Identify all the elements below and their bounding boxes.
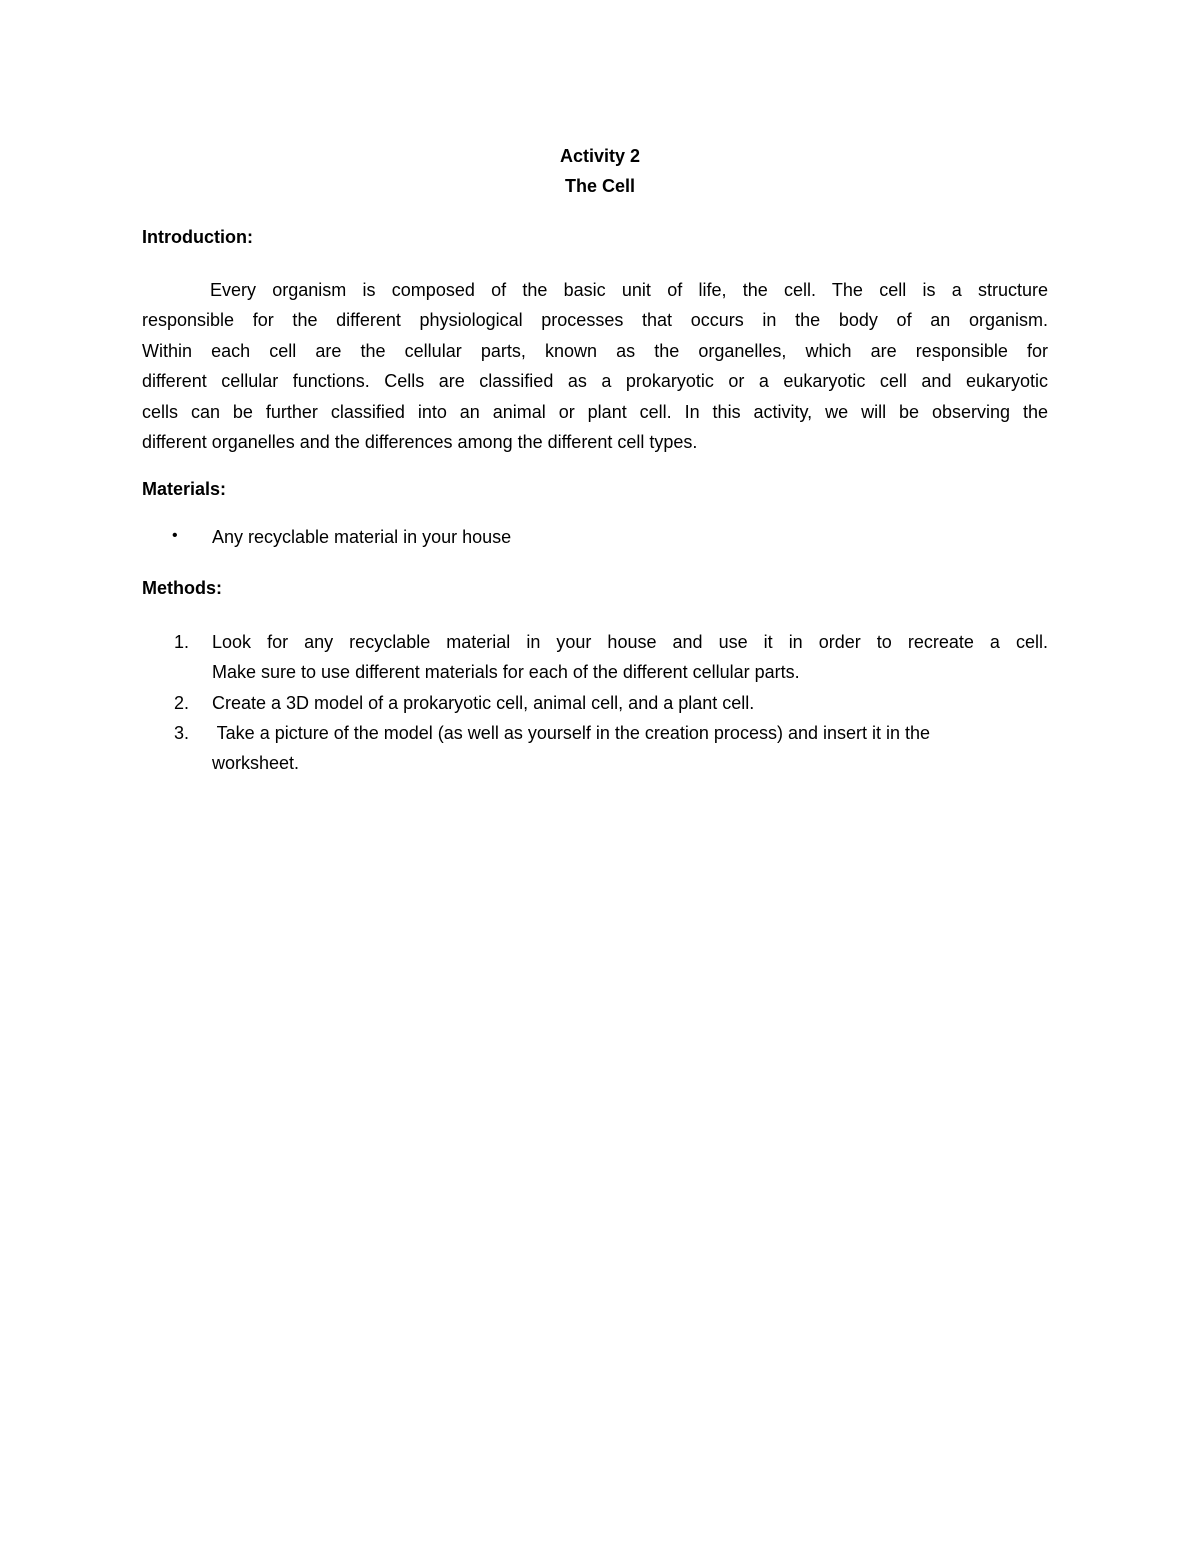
step-line: worksheet.: [212, 753, 300, 774]
intro-line: Every organism is composed of the basic unit of life, the cell. The cell is a structure: [210, 280, 1048, 300]
step-line: Look for any recyclable material in your house and use it in order to recreate a cell.: [212, 632, 1048, 652]
document-subtitle: The Cell: [564, 176, 635, 196]
step-line: Make sure to use different materials for each of the different cellular parts.: [212, 662, 800, 683]
document-title: Activity 2: [559, 146, 641, 166]
step-number: 3.: [174, 723, 190, 743]
method-step: [142, 718, 1048, 779]
step-number: 1.: [174, 632, 190, 652]
materials-heading: Materials:: [142, 479, 227, 499]
bullet-icon: •: [172, 527, 178, 544]
intro-line: Within each cell are the cellular parts, known as the organelles, which are responsible for: [142, 340, 1048, 361]
step-number: 2.: [174, 693, 190, 713]
step-line: Create a 3D model of a prokaryotic cell, animal cell, and a plant cell.: [212, 693, 755, 713]
materials-item-text: Any recyclable material in your house: [212, 527, 512, 547]
step-line: Take a picture of the model (as well as yourself in the creation process) and insert it in the: [212, 723, 931, 743]
intro-line: responsible for the different physiological processes that occurs in the body of an organism.: [142, 310, 1048, 331]
intro-line: different organelles and the differences among the different cell types.: [142, 432, 698, 453]
methods-heading: Methods:: [142, 578, 222, 598]
intro-line: different cellular functions. Cells are classified as a prokaryotic or a eukaryotic cell and eukaryotic: [142, 371, 1048, 392]
introduction-heading: Introduction:: [142, 227, 253, 247]
method-step: [142, 688, 1048, 718]
method-step: [142, 627, 1048, 688]
intro-line: cells can be further classified into an animal or plant cell. In this activity, we will be observing the: [142, 401, 1048, 422]
introduction-paragraph: [142, 275, 1048, 457]
